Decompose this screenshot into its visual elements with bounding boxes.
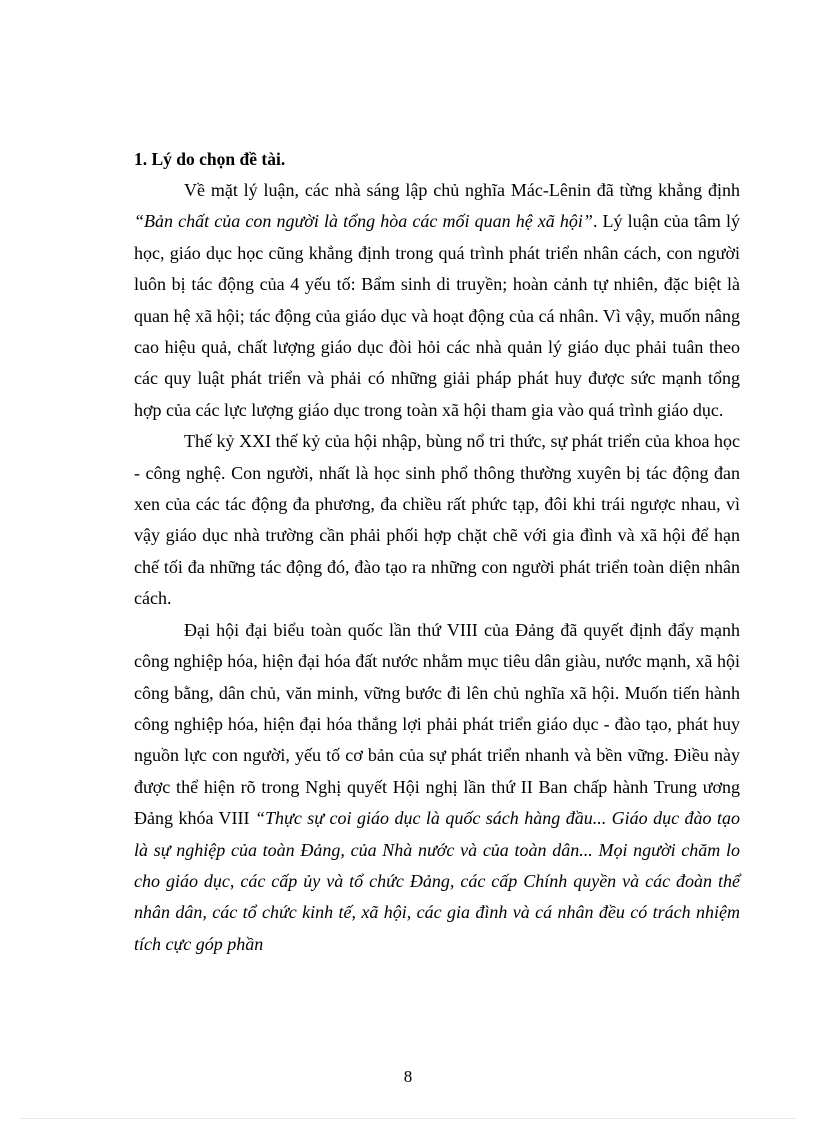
paragraph-2: [134, 426, 740, 614]
paragraph-3-quote: “Thực sự coi giáo dục là quốc sách hàng đầu... Giáo dục đào tạo là sự nghiệp của toàn Đảng, của Nhà nước và của toàn dân... Mọi người chăm lo cho giáo dục, các cấp ủy và tổ chức Đảng, các cấp Chính quyền và các đoàn thể nhân dân, các tổ chức kinh tế, xã hội, các gia đình và cá nhân đều có trách nhiệm tích cực góp phần: [134, 808, 740, 954]
page-bottom-edge: [20, 1118, 796, 1119]
paragraph-3-text: Đại hội đại biểu toàn quốc lần thứ VIII của Đảng đã quyết định đẩy mạnh công nghiệp hóa, hiện đại hóa đất nước nhằm mục tiêu dân giàu, nước mạnh, xã hội công bằng, dân chủ, văn minh, vững bước đi lên chủ nghĩa xã hội. Muốn tiến hành công nghiệp hóa, hiện đại hóa thắng lợi phải phát triển giáo dục - đào tạo, phát huy nguồn lực con người, yếu tố cơ bản của sự phát triển nhanh và bền vững. Điều này được thể hiện rõ trong Nghị quyết Hội nghị lần thứ II Ban chấp hành Trung ương Đảng khóa VIII: [134, 619, 740, 829]
section-heading: 1. Lý do chọn đề tài.: [134, 149, 286, 169]
paragraph-1-text-continued: . Lý luận của tâm lý học, giáo dục học cũng khẳng định trong quá trình phát triển nhân cách, con người luôn bị tác động của 4 yếu tố: Bẩm sinh di truyền; hoàn cảnh tự nhiên, đặc biệt là quan hệ xã hội; tác động của giáo dục và hoạt động của cá nhân. Vì vậy, muốn nâng cao hiệu quả, chất lượng giáo dục đòi hỏi các nhà quản lý giáo dục phải tuân theo các quy luật phát triển và phải có những giải pháp phát huy được sức mạnh tổng hợp của các lực lượng giáo dục trong toàn xã hội tham gia vào quá trình giáo dục.: [134, 211, 740, 420]
paragraph-2-text: Thế kỷ XXI thế kỷ của hội nhập, bùng nổ tri thức, sự phát triển của khoa học - công nghệ. Con người, nhất là học sinh phổ thông thường xuyên bị tác động đan xen của các tác động đa phương, đa chiều rất phức tạp, đôi khi trái ngược nhau, vì vậy giáo dục nhà trường cần phải phối hợp chặt chẽ với gia đình và xã hội để hạn chế tối đa những tác động đó, đào tạo ra những con người phát triển toàn diện nhân cách.: [134, 431, 740, 609]
paragraph-1-text: Về mặt lý luận, các nhà sáng lập chủ nghĩa Mác-Lênin đã từng khẳng định: [184, 180, 740, 200]
paragraph-1: [134, 175, 740, 426]
paragraph-3: [134, 615, 740, 960]
page-number: 8: [403, 1067, 413, 1086]
paragraph-1-quote: “Bản chất của con người là tổng hòa các mối quan hệ xã hội”: [134, 211, 593, 232]
document-body: [134, 144, 740, 960]
